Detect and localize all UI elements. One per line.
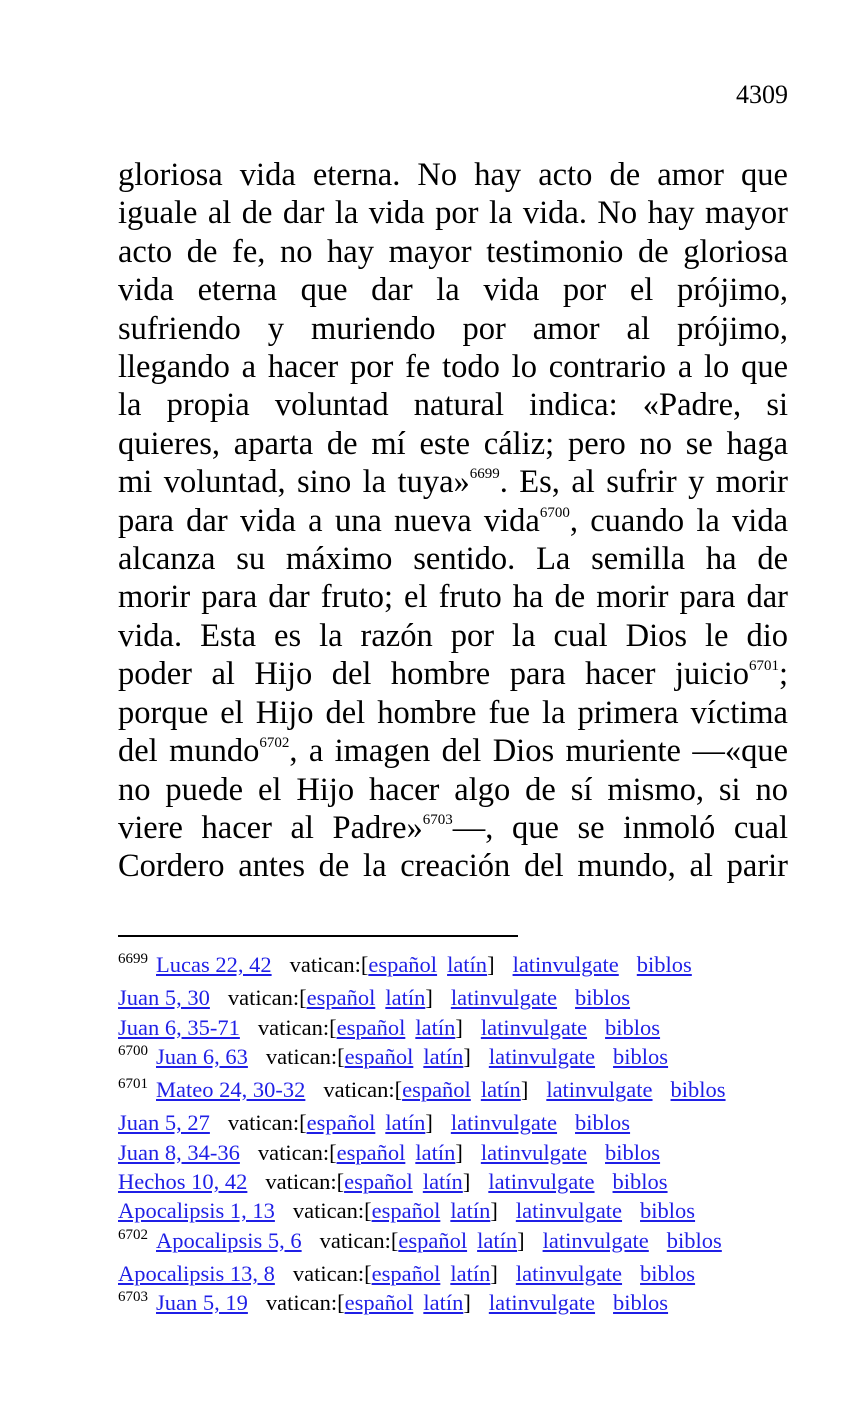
close-bracket: ]	[425, 985, 433, 1011]
scripture-reference-link[interactable]: Apocalipsis 5, 6	[156, 1227, 302, 1253]
vatican-latin-link[interactable]: latín	[477, 1227, 518, 1253]
footnote-number: 6702	[118, 1226, 148, 1243]
body-text-run: Cordero antes de la creación del mundo, al parir	[118, 848, 788, 885]
latinvulgate-link[interactable]: latinvulgate	[488, 1169, 595, 1195]
body-line	[118, 809, 788, 847]
body-text-run: poder al Hijo del hombre para hacer juicio	[118, 656, 749, 693]
footnote-row	[118, 1138, 808, 1167]
biblos-link[interactable]: biblos	[605, 1139, 661, 1165]
vatican-label: vatican:[	[257, 1139, 337, 1165]
biblos-link[interactable]: biblos	[640, 1260, 696, 1286]
vatican-latin-link[interactable]: latín	[415, 1014, 456, 1040]
body-text	[118, 156, 788, 886]
close-bracket: ]	[463, 1043, 471, 1069]
vatican-espanol-link[interactable]: español	[344, 1290, 414, 1316]
body-line	[118, 233, 788, 271]
scripture-reference-link[interactable]: Juan 6, 35-71	[118, 1014, 240, 1040]
scripture-reference-link[interactable]: Juan 8, 34-36	[118, 1139, 240, 1165]
body-text-run: llegando a hacer por fe todo lo contrario a lo que	[118, 349, 788, 386]
body-text-run: quieres, aparta de mí este cáliz; pero no se haga	[118, 425, 788, 462]
body-line	[118, 771, 788, 809]
vatican-latin-link[interactable]: latín	[447, 952, 488, 977]
latinvulgate-link[interactable]: latinvulgate	[488, 1043, 596, 1069]
body-text-run: vida eterna que dar la vida por el prójimo,	[118, 272, 788, 309]
biblos-link[interactable]: biblos	[636, 952, 692, 977]
vatican-label: vatican:[	[323, 1077, 403, 1103]
footnote-marker[interactable]: 6703	[422, 811, 453, 828]
body-text-run: mi voluntad, sino la tuya»	[118, 464, 470, 501]
footnote-row	[118, 1259, 808, 1288]
body-line	[118, 502, 788, 540]
footnote-row	[118, 1226, 808, 1259]
scripture-reference-link[interactable]: Apocalipsis 1, 13	[118, 1198, 275, 1224]
scripture-reference-link[interactable]: Lucas 22, 42	[156, 952, 272, 977]
body-text-run: gloriosa vida eterna. No hay acto de amor que	[118, 157, 788, 193]
vatican-latin-link[interactable]: latín	[422, 1169, 463, 1195]
scripture-reference-link[interactable]: Juan 6, 63	[156, 1043, 248, 1069]
biblos-link[interactable]: biblos	[666, 1227, 722, 1253]
body-line	[118, 732, 788, 770]
body-line	[118, 578, 788, 616]
close-bracket: ]	[455, 1014, 463, 1040]
body-text-run: , cuando la vida	[569, 502, 789, 539]
body-line	[118, 694, 788, 732]
close-bracket: ]	[455, 1139, 463, 1165]
footnote-separator	[118, 935, 518, 937]
vatican-latin-link[interactable]: latín	[385, 1110, 426, 1136]
body-text-run: , a imagen del Dios muriente —«que	[289, 733, 788, 770]
close-bracket: ]	[463, 1290, 471, 1316]
footnote-number: 6699	[118, 951, 148, 967]
close-bracket: ]	[490, 1260, 498, 1286]
body-line	[118, 386, 788, 424]
body-text-run: —, que se inmoló cual	[452, 809, 788, 846]
close-bracket: ]	[462, 1169, 471, 1195]
vatican-espanol-link[interactable]: español	[371, 1198, 441, 1224]
vatican-latin-link[interactable]: latín	[423, 1043, 464, 1069]
vatican-label: vatican:[	[292, 1260, 372, 1286]
vatican-latin-link[interactable]: latín	[385, 985, 426, 1011]
vatican-latin-link[interactable]: latín	[415, 1139, 456, 1165]
body-text-run: la propia voluntad natural indica: «Padre, si	[118, 387, 788, 424]
scripture-reference-link[interactable]: Juan 5, 30	[118, 985, 210, 1011]
latinvulgate-link[interactable]: latinvulgate	[480, 1014, 588, 1040]
latinvulgate-link[interactable]: latinvulgate	[515, 1260, 623, 1286]
footnote-number: 6703	[118, 1289, 148, 1306]
vatican-espanol-link[interactable]: español	[402, 1077, 471, 1103]
body-text-run: sufriendo y muriendo por amor al prójimo,	[118, 310, 788, 347]
footnote-marker[interactable]: 6702	[259, 735, 290, 752]
footnote-number: 6700	[118, 1042, 148, 1059]
close-bracket: ]	[425, 1110, 433, 1136]
body-text-run: ;	[778, 656, 788, 693]
close-bracket: ]	[487, 952, 495, 977]
latinvulgate-link[interactable]: latinvulgate	[450, 1110, 558, 1136]
latinvulgate-link[interactable]: latinvulgate	[488, 1290, 596, 1316]
footnote-row	[118, 1075, 808, 1108]
scripture-reference-link[interactable]: Juan 5, 27	[118, 1110, 210, 1136]
vatican-label: vatican:[	[292, 1198, 372, 1224]
vatican-label: vatican:[	[319, 1227, 399, 1253]
body-line	[118, 310, 788, 348]
footnote-row	[118, 1167, 808, 1196]
body-line	[118, 463, 788, 501]
footnote-row	[118, 1196, 808, 1225]
biblos-link[interactable]: biblos	[612, 1169, 668, 1195]
body-line	[118, 655, 788, 693]
vatican-label: vatican:[	[227, 1110, 307, 1136]
vatican-espanol-link[interactable]: español	[344, 1169, 413, 1195]
body-line	[118, 156, 788, 194]
body-text-run: porque el Hijo del hombre fue la primera víctima	[118, 694, 788, 731]
biblos-link[interactable]: biblos	[575, 985, 631, 1011]
footnote-row	[118, 950, 808, 983]
vatican-espanol-link[interactable]: español	[398, 1227, 468, 1253]
biblos-link[interactable]: biblos	[613, 1290, 669, 1316]
footnote-row	[118, 983, 808, 1012]
body-text-run: iguale al de dar la vida por la vida. No hay mayor	[118, 195, 788, 232]
body-line	[118, 847, 788, 885]
vatican-espanol-link[interactable]: español	[336, 1014, 406, 1040]
vatican-latin-link[interactable]: latín	[450, 1198, 491, 1224]
vatican-espanol-link[interactable]: español	[368, 952, 438, 977]
footnote-number: 6701	[118, 1076, 148, 1093]
body-text-run: alcanza su máximo sentido. La semilla ha de	[118, 541, 788, 578]
biblos-link[interactable]: biblos	[605, 1014, 661, 1040]
body-line	[118, 540, 788, 578]
biblos-link[interactable]: biblos	[640, 1198, 696, 1224]
vatican-espanol-link[interactable]: español	[306, 985, 376, 1011]
body-line	[118, 194, 788, 232]
vatican-label: vatican:[	[227, 985, 307, 1011]
footnote-row	[118, 1108, 808, 1137]
footnote-row	[118, 1013, 808, 1042]
vatican-espanol-link[interactable]: español	[344, 1043, 414, 1069]
body-line	[118, 617, 788, 655]
vatican-latin-link[interactable]: latín	[450, 1260, 491, 1286]
body-text-run: para dar vida a una nueva vida	[118, 502, 540, 539]
vatican-label: vatican:[	[265, 1169, 345, 1195]
scripture-reference-link[interactable]: Juan 5, 19	[156, 1290, 248, 1316]
vatican-espanol-link[interactable]: español	[336, 1139, 406, 1165]
footnote-marker[interactable]: 6699	[469, 466, 500, 483]
latinvulgate-link[interactable]: latinvulgate	[546, 1077, 653, 1103]
close-bracket: ]	[490, 1198, 498, 1224]
vatican-latin-link[interactable]: latín	[423, 1290, 464, 1316]
biblos-link[interactable]: biblos	[613, 1043, 669, 1069]
page-number: 4309	[736, 80, 788, 109]
scripture-reference-link[interactable]: Apocalipsis 13, 8	[118, 1260, 275, 1286]
vatican-label: vatican:[	[265, 1290, 345, 1316]
body-text-run: viere hacer al Padre»	[118, 809, 423, 846]
body-line	[118, 425, 788, 463]
body-text-run: del mundo	[118, 733, 260, 770]
close-bracket: ]	[517, 1227, 525, 1253]
body-line	[118, 348, 788, 386]
vatican-label: vatican:[	[257, 1014, 337, 1040]
body-text-run: acto de fe, no hay mayor testimonio de gloriosa	[118, 233, 788, 270]
latinvulgate-link[interactable]: latinvulgate	[480, 1139, 588, 1165]
footnotes	[118, 950, 808, 1322]
body-text-run: no puede el Hijo hacer algo de sí mismo, si no	[118, 771, 788, 808]
scripture-reference-link[interactable]: Mateo 24, 30-32	[156, 1077, 306, 1103]
body-text-run: vida. Esta es la razón por la cual Dios le dio	[118, 617, 788, 654]
footnote-marker[interactable]: 6701	[748, 658, 779, 675]
scripture-reference-link[interactable]: Hechos 10, 42	[118, 1169, 248, 1195]
vatican-label: vatican:[	[265, 1043, 345, 1069]
footnote-row	[118, 1042, 808, 1075]
latinvulgate-link[interactable]: latinvulgate	[450, 985, 558, 1011]
footnote-marker[interactable]: 6700	[539, 504, 570, 521]
footnote-row	[118, 1288, 808, 1321]
vatican-label: vatican:[	[289, 952, 369, 977]
biblos-link[interactable]: biblos	[670, 1077, 726, 1103]
latinvulgate-link[interactable]: latinvulgate	[512, 952, 619, 977]
vatican-latin-link[interactable]: latín	[480, 1077, 521, 1103]
vatican-espanol-link[interactable]: español	[371, 1260, 441, 1286]
close-bracket: ]	[520, 1077, 529, 1103]
body-text-run: morir para dar fruto; el fruto ha de morir para dar	[118, 579, 788, 616]
latinvulgate-link[interactable]: latinvulgate	[542, 1227, 649, 1253]
body-text-run: . Es, al sufrir y morir	[499, 464, 788, 501]
vatican-espanol-link[interactable]: español	[306, 1110, 376, 1136]
biblos-link[interactable]: biblos	[575, 1110, 631, 1136]
latinvulgate-link[interactable]: latinvulgate	[515, 1198, 623, 1224]
body-line	[118, 271, 788, 309]
